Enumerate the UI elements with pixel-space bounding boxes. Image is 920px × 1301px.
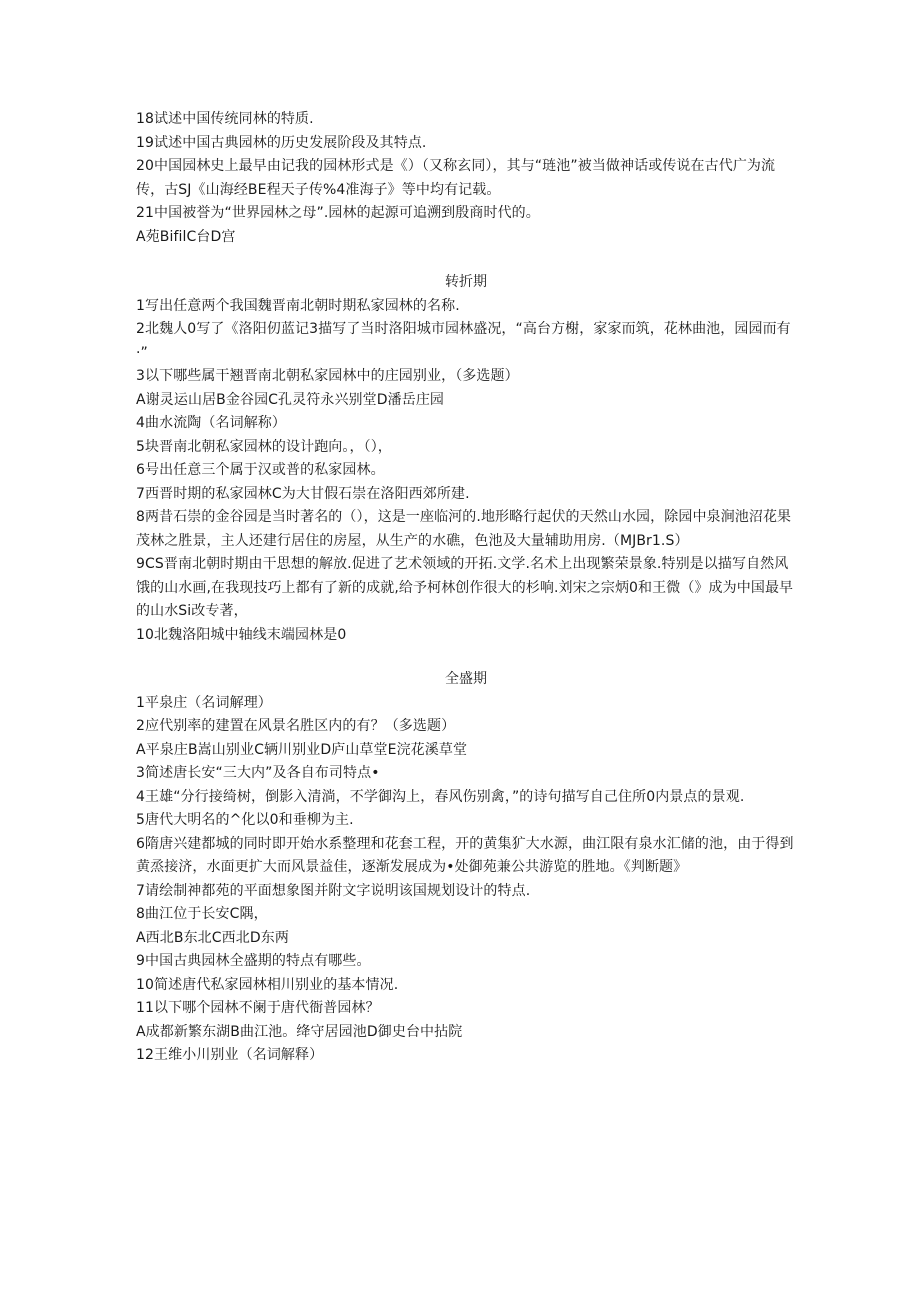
question-line: 8曲江位于长安C隅， (136, 906, 268, 922)
section-transition-period (136, 271, 796, 647)
section-heading: 转折期 (445, 274, 487, 290)
question-line: 2应代别率的建置在风景名胜区内的有？（多选题） (136, 718, 456, 734)
answer-options: A西北B东北C西北D东两 (136, 929, 289, 946)
question-line: 9CS晋南北朝时期由干思想的解放.促进了艺术领域的开拓.文学.名术上出现繁荣景象.特别是以描写自然风饿的山水画,在我现技巧上都有了新的成就,给予柯林创作很大的杉响.刘宋之宗炳0和王微（》成为中国最早的山水Si改专著， (136, 556, 794, 619)
question-line: 12王维小川别业（名词解释） (136, 1047, 324, 1063)
question-line: 6隋唐兴建都城的同时即开始水系整理和花套工程，开的黄集犷大水源，曲江限有泉水汇储的池，由于得到黄烝接济，水面更扩大而风景益佳，逐渐发展成为•处御苑兼公共游览的胜地。《判断题》 (136, 835, 794, 875)
question-line: 1平泉庄（名词解理） (136, 694, 272, 711)
answer-options: A平泉庄B嵩山别业C辆川别业D庐山草堂E浣花溪草堂 (136, 741, 468, 758)
question-line: 7西晋时期的私家园林C为大甘假石崇在洛阳西郊所建. (136, 485, 470, 502)
section-heading: 全盛期 (445, 671, 487, 687)
answer-options: A苑BifilC台D宫 (136, 228, 236, 245)
answer-options: A成都新繁东湖B曲江池。绛守居园池D御史台中拈院 (136, 1023, 463, 1040)
question-line: 4王雄“分行接绮树，倒影入清淌，不学御沟上，春风伤别禽，”的诗句描写自己住所0内景点的景观. (136, 788, 745, 805)
question-line: 10北魏洛阳城中轴线末端园林是0 (136, 626, 347, 643)
question-line: 18试述中国传统同林的特质. (136, 111, 314, 127)
question-line: 9中国古典园林全盛期的特点有哪些。 (136, 953, 371, 969)
question-line: 21中国被誉为“世界园林之母”.园林的起源可追溯到殷商时代的。 (136, 205, 540, 221)
document-body (136, 108, 796, 1068)
question-line: 3以下哪些属干翘晋南北朝私家园林中的庄园别业，（多选题） (136, 368, 519, 384)
answer-options: A谢灵运山居B金谷园C孔灵符永兴别堂D潘岳庄园 (136, 391, 445, 408)
question-line: 6号出任意三个属于汉或普的私家园林。 (136, 462, 385, 478)
question-line: 11以下哪个园林不阑于唐代衙普园林？ (136, 1000, 380, 1016)
question-line: 19试述中国古典园林的历史发展阶段及其特点. (136, 134, 427, 151)
question-line: 20中国园林史上最早由记我的园林形式是《）（又称玄同），其与“琏池”被当做神话或传说在古代广为流传，古SJ《山海经BE程天子传%4准海子》等中均有记载。 (136, 158, 776, 198)
question-line: 4曲水流陶（名词解称） (136, 415, 287, 431)
question-line: 8两昔石崇的金谷园是当时著名的（），这是一座临河的.地形略行起伏的天然山水园，除园中泉涧池沼花果茂林之胜景，主人还建行居住的房屋，从生产的水礁，色池及大量辅助用房.（MJBr1.S） (136, 509, 792, 549)
question-line: 10简述唐代私家园林相川别业的基本情况. (136, 976, 399, 993)
question-line: 1写出任意两个我国魏晋南北朝时期私家园林的名称. (136, 297, 460, 314)
question-line: 5唐代大明名的^化以0和垂柳为主. (136, 812, 354, 828)
question-line: 7请绘制神都苑的平面想象图并附文字说明该国规划设计的特点. (136, 882, 531, 899)
question-line: 2北魏人0写了《洛阳仞蓝记3描写了当时洛阳城市园林盛况，“高台方榭，家家而筑，花林曲池，园园而有·” (136, 321, 791, 361)
question-line: 5块晋南北朝私家园林的设计跑向。，（）， (136, 438, 392, 455)
question-line: 3简述唐长安“三大内”及各自布司特点• (136, 765, 380, 781)
section-peak-period (136, 668, 796, 1068)
section-intro (136, 108, 796, 249)
